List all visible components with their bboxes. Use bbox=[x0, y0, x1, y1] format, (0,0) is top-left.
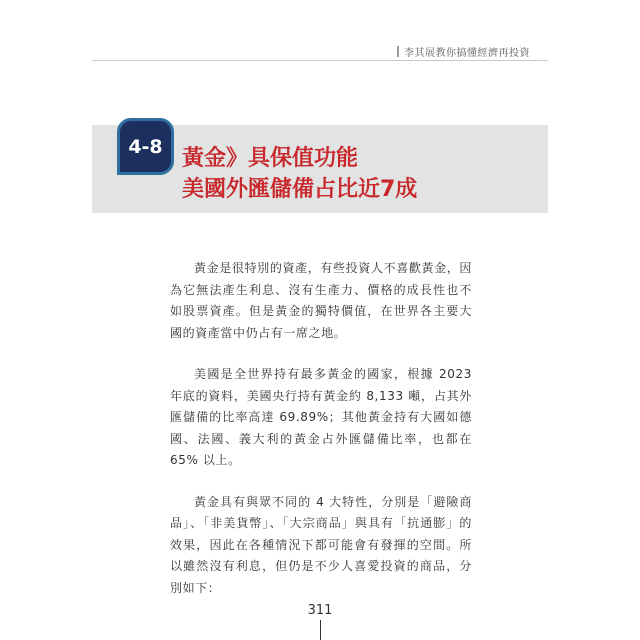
header-rule bbox=[92, 60, 548, 61]
running-head-text: 李其展教你搞懂經濟再投資 bbox=[404, 48, 530, 59]
body-text bbox=[170, 258, 472, 619]
paragraph: 黃金是很特別的資產，有些投資人不喜歡黃金，因為它無法產生利息、沒有生產力、價格的成長性也不如股票資產。但是黃金的獨特價值，在世界各主要大國的資產當中仍占有一席之地。 bbox=[170, 261, 472, 340]
section-title bbox=[182, 143, 417, 205]
section-title-line-1: 黃金》具保值功能 bbox=[182, 146, 359, 171]
running-head bbox=[397, 44, 530, 59]
section-title-line-2: 美國外匯儲備占比近7成 bbox=[182, 177, 418, 202]
section-number-badge bbox=[117, 118, 174, 175]
section-number: 4-8 bbox=[128, 135, 163, 158]
page-number-rule bbox=[320, 620, 321, 640]
paragraph: 美國是全世界持有最多黃金的國家，根據 2023 年底的資料，美國央行持有黃金約 8,133 噸，占其外匯儲備的比率高達 69.89%；其他黃金持有大國如德國、法國、義大利的黃金占外匯儲備比率，也都在 65% 以上。 bbox=[170, 367, 472, 467]
running-head-bar bbox=[397, 46, 399, 57]
page-number: 311 bbox=[307, 603, 333, 618]
paragraph: 黃金具有與眾不同的 4 大特性，分別是「避險商品」、「非美貨幣」、「大宗商品」與具有「抗通膨」的效果，因此在各種情況下都可能會有發揮的空間。所以雖然沒有利息，但仍是不少人喜愛投資的商品，分別如下： bbox=[170, 494, 472, 595]
